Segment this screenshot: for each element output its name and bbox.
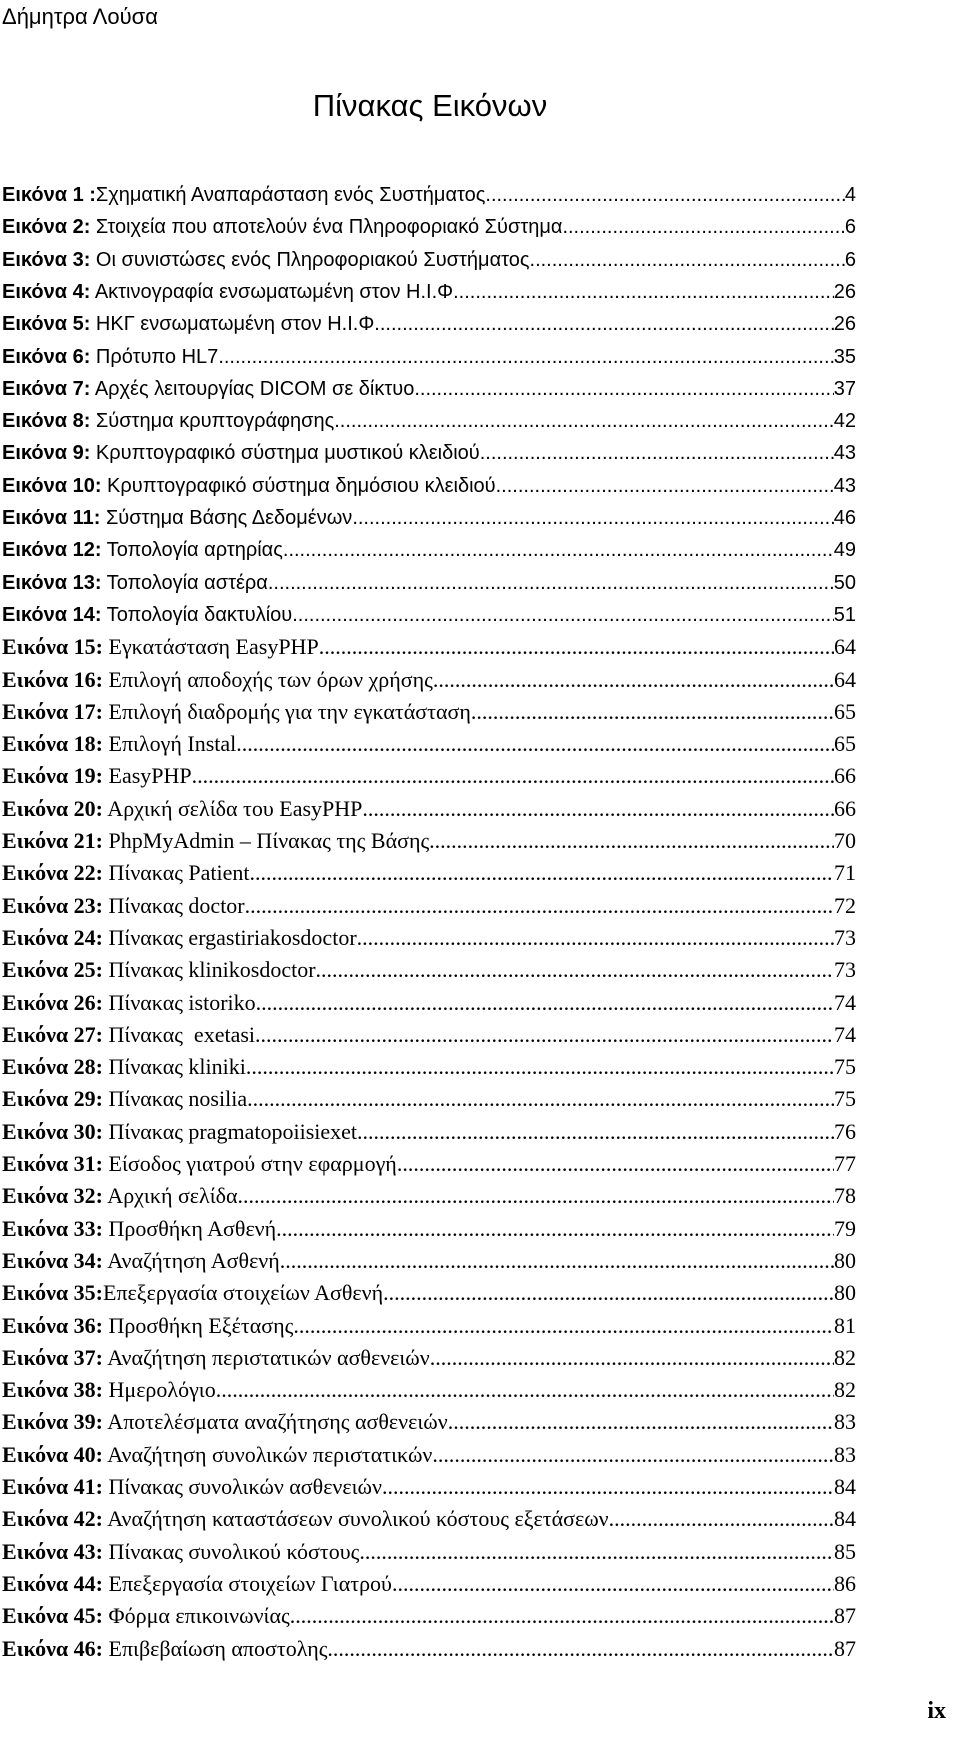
figure-entry[interactable]	[2, 1180, 856, 1212]
figure-page-number: 46	[833, 507, 856, 529]
figure-entry[interactable]	[2, 1374, 856, 1406]
figure-page-number: 49	[833, 539, 856, 562]
figure-label: Εικόνα 31:	[2, 1151, 104, 1176]
figure-entry[interactable]	[2, 1277, 856, 1309]
figure-label: Εικόνα 26:	[2, 989, 104, 1015]
figure-page-number: 50	[833, 571, 856, 594]
dot-leader	[448, 1406, 834, 1438]
figure-caption: Αναζήτηση Ασθενή	[103, 1247, 280, 1273]
figure-entry[interactable]	[2, 760, 856, 792]
dot-leader	[256, 987, 834, 1019]
dot-leader	[250, 857, 834, 889]
figure-label: Εικόνα 45:	[2, 1603, 104, 1629]
figure-page-number: 74	[834, 1021, 856, 1047]
figure-entry[interactable]	[2, 1342, 856, 1374]
figure-caption: Επιβεβαίωση αποστολης	[103, 1635, 328, 1661]
figure-label: Εικόνα 17:	[2, 698, 104, 724]
dot-leader	[283, 534, 834, 566]
dot-leader	[246, 1051, 834, 1083]
figure-entry[interactable]	[2, 599, 856, 631]
figure-page-number: 35	[833, 345, 856, 368]
figure-label: Εικόνα 27:	[2, 1021, 104, 1047]
figure-caption: Επιλογή αποδοχής των όρων χρήσης	[103, 666, 433, 692]
figure-label: Εικόνα 42:	[2, 1506, 104, 1532]
figure-caption: Επιλογή Instal	[103, 731, 237, 757]
dot-leader	[382, 1471, 834, 1503]
figure-caption: Κρυπτογραφικό σύστημα δημόσιου κλειδιού	[101, 474, 496, 497]
figure-caption: Σχηματική Αναπαράσταση ενός Συστήματος	[95, 184, 486, 206]
dot-leader	[430, 1342, 834, 1374]
dot-leader	[380, 308, 834, 340]
figure-page-number: 42	[833, 410, 856, 433]
figure-entry[interactable]	[2, 244, 856, 276]
figure-label: Εικόνα 2:	[2, 216, 91, 239]
dot-leader	[276, 1213, 834, 1245]
dot-leader	[334, 405, 834, 437]
figure-entry[interactable]	[2, 308, 856, 340]
figure-entry[interactable]	[2, 373, 856, 405]
author-header: Δήμητρα Λούσα	[2, 4, 158, 29]
figure-label: Εικόνα 24:	[2, 924, 104, 950]
dot-leader	[255, 1019, 834, 1051]
figure-caption: Πίνακας συνολικού κόστους	[103, 1538, 360, 1564]
figure-entry[interactable]	[2, 631, 856, 663]
figure-page-number: 80	[834, 1280, 856, 1306]
figure-page-number: 6	[844, 216, 856, 239]
figure-caption: EasyPHP	[103, 763, 192, 789]
figure-caption: Αρχική σελίδα	[103, 1183, 238, 1209]
figure-page-number: 85	[834, 1538, 856, 1564]
figure-page-number: 81	[834, 1312, 856, 1338]
figure-label: Εικόνα 35:	[2, 1280, 104, 1306]
figure-label: Εικόνα 4:	[2, 280, 91, 303]
dot-leader	[471, 696, 834, 728]
figure-entry[interactable]	[2, 1568, 856, 1600]
figure-page-number: 87	[834, 1603, 856, 1629]
figure-entry[interactable]	[2, 276, 856, 308]
figure-label: Εικόνα 34:	[2, 1247, 104, 1273]
figure-page-number: 26	[833, 313, 856, 336]
figure-caption: Σύστημα Βάσης Δεδομένων	[100, 507, 353, 529]
figure-caption: Προσθήκη Εξέτασης	[103, 1312, 294, 1338]
figure-entry[interactable]	[2, 1051, 856, 1083]
figure-page-number: 84	[834, 1474, 856, 1499]
figure-page-number: 51	[833, 603, 856, 626]
figure-entry[interactable]	[2, 890, 856, 922]
figure-caption: Αναζήτηση περιστατικών ασθενειών	[103, 1344, 430, 1370]
figure-label: Εικόνα 11:	[2, 507, 101, 529]
dot-leader	[562, 211, 844, 243]
figure-page-number: 76	[834, 1118, 856, 1144]
figure-label: Εικόνα 3:	[2, 248, 91, 271]
figure-label: Εικόνα 23:	[2, 892, 104, 918]
figure-entry[interactable]	[2, 1213, 856, 1245]
figure-page-number: 71	[834, 860, 856, 886]
figure-entry[interactable]	[2, 825, 856, 857]
figure-label: Εικόνα 13:	[2, 571, 102, 594]
figure-page-number: 72	[834, 892, 856, 918]
figure-label: Εικόνα 8:	[2, 410, 91, 433]
figure-label: Εικόνα 29:	[2, 1086, 104, 1112]
figure-label: Εικόνα 46:	[2, 1635, 104, 1661]
figure-page-number: 83	[834, 1409, 856, 1435]
figure-caption: Τοπολογία αρτηρίας	[101, 539, 283, 562]
figure-page-number: 66	[834, 763, 856, 789]
dot-leader	[319, 631, 834, 663]
figure-page-number: 83	[834, 1441, 856, 1467]
figure-caption: PhpMyAdmin – Πίνακας της Βάσης	[103, 828, 430, 853]
figure-page-number: 79	[834, 1215, 856, 1241]
page-number: ix	[927, 1698, 946, 1724]
dot-leader	[352, 502, 833, 534]
figure-entry[interactable]	[2, 1019, 856, 1051]
figure-entry[interactable]	[2, 1148, 856, 1180]
figure-entry[interactable]	[2, 437, 856, 469]
figure-entry[interactable]	[2, 1116, 856, 1148]
figure-caption: Εγκατάσταση EasyPHP	[103, 634, 319, 660]
dot-leader	[357, 922, 834, 954]
figure-label: Εικόνα 5:	[2, 313, 91, 336]
figure-label: Εικόνα 10:	[2, 474, 102, 497]
figure-caption: ΗΚΓ ενσωματωμένη στον Η.Ι.Φ.	[90, 313, 380, 336]
figure-page-number: 37	[833, 377, 856, 400]
dot-leader	[480, 437, 834, 469]
figure-entry[interactable]	[2, 954, 856, 986]
figure-label: Εικόνα 30:	[2, 1118, 104, 1144]
dot-leader	[316, 954, 834, 986]
figure-caption: Πίνακας συνολικών ασθενειών	[103, 1474, 382, 1499]
figure-caption: Πίνακας doctor	[103, 892, 245, 918]
figure-entry[interactable]	[2, 341, 856, 373]
figure-entry[interactable]	[2, 1471, 856, 1503]
figure-page-number: 84	[834, 1506, 856, 1532]
dot-leader	[392, 1568, 834, 1600]
figure-label: Εικόνα 15:	[2, 634, 104, 660]
dot-leader	[485, 179, 844, 211]
figure-page-number: 74	[834, 989, 856, 1015]
figure-page-number: 43	[833, 442, 856, 465]
figure-page-number: 26	[833, 280, 856, 303]
figure-page-number: 80	[834, 1247, 856, 1273]
figure-entry[interactable]	[2, 1245, 856, 1277]
figure-entry[interactable]	[2, 534, 856, 566]
figure-caption: Επιλογή διαδρομής για την εγκατάσταση	[103, 698, 471, 724]
dot-leader	[216, 1374, 834, 1406]
figure-caption: Επεξεργασία στοιχείων Γιατρού	[103, 1570, 392, 1596]
figure-caption: Πίνακας exetasi	[103, 1021, 256, 1047]
figure-caption: Πρότυπο HL7	[90, 345, 219, 368]
figure-entry[interactable]	[2, 728, 856, 760]
figure-label: Εικόνα 43:	[2, 1538, 104, 1564]
figure-caption: Αποτελέσματα αναζήτησης ασθενειών	[103, 1409, 448, 1435]
figure-label: Εικόνα 39:	[2, 1409, 104, 1435]
figure-label: Εικόνα 18:	[2, 731, 104, 757]
figure-page-number: 78	[834, 1183, 856, 1209]
dot-leader	[218, 341, 833, 373]
figure-entry[interactable]	[2, 567, 856, 599]
figure-entry[interactable]	[2, 470, 856, 502]
figure-entry[interactable]	[2, 1406, 856, 1438]
figure-caption: Πίνακας klinikosdoctor	[103, 957, 316, 983]
figure-entry[interactable]	[2, 664, 856, 696]
figure-label: Εικόνα 38:	[2, 1377, 104, 1403]
dot-leader	[293, 1310, 834, 1342]
dot-leader	[327, 1633, 834, 1665]
figure-page-number: 66	[834, 795, 856, 821]
figure-caption: Σύστημα κρυπτογράφησης	[90, 410, 335, 433]
figure-entry[interactable]	[2, 1439, 856, 1471]
figure-caption: Τοπολογία αστέρα	[101, 571, 268, 594]
figure-label: Εικόνα 20:	[2, 795, 104, 821]
figure-page-number: 65	[834, 698, 856, 724]
figure-entry[interactable]	[2, 922, 856, 954]
figure-caption: Κρυπτογραφικό σύστημα μυστικού κλειδιού	[90, 442, 480, 465]
figure-page-number: 82	[834, 1344, 856, 1370]
figure-label: Εικόνα 22:	[2, 860, 104, 886]
figure-caption: Πίνακας ergastiriakosdoctor	[103, 924, 357, 950]
figure-entry[interactable]	[2, 179, 856, 211]
figure-page-number: 4	[844, 184, 856, 206]
dot-leader	[362, 793, 834, 825]
dot-leader	[292, 599, 834, 631]
dot-leader	[530, 244, 845, 276]
figure-caption: Αναζήτηση συνολικών περιστατικών	[103, 1441, 433, 1467]
dot-leader	[433, 664, 834, 696]
figure-page-number: 75	[834, 1086, 856, 1112]
figure-label: Εικόνα 7:	[2, 377, 91, 400]
dot-leader	[459, 276, 834, 308]
dot-leader	[359, 1536, 834, 1568]
figure-entry[interactable]	[2, 1600, 856, 1632]
dot-leader	[429, 825, 834, 857]
figure-entry[interactable]	[2, 696, 856, 728]
figure-page-number: 73	[834, 924, 856, 950]
figure-label: Εικόνα 44:	[2, 1570, 104, 1596]
figure-page-number: 43	[833, 474, 856, 497]
dot-leader	[247, 1083, 834, 1115]
dot-leader	[280, 1245, 834, 1277]
figure-label: Εικόνα 40:	[2, 1441, 104, 1467]
figure-label: Εικόνα 14:	[2, 603, 102, 626]
figure-page-number: 64	[834, 634, 856, 660]
figure-caption: Πίνακας pragmatopoiisiexet	[103, 1118, 358, 1144]
figure-caption: Αρχική σελίδα του EasyPHP	[103, 795, 363, 821]
figure-entry[interactable]	[2, 1310, 856, 1342]
figure-label: Εικόνα 32:	[2, 1183, 104, 1209]
figure-entry[interactable]	[2, 502, 856, 534]
figure-page-number: 64	[834, 666, 856, 692]
figure-caption: Στοιχεία που αποτελούν ένα Πληροφοριακό Σύστημα	[90, 216, 563, 239]
dot-leader	[609, 1503, 834, 1535]
figure-label: Εικόνα 25:	[2, 957, 104, 983]
figure-label: Εικόνα 37:	[2, 1344, 104, 1370]
figure-caption: Ημερολόγιο	[103, 1377, 216, 1403]
figure-caption: Πίνακας nosilia	[103, 1086, 248, 1112]
figure-caption: Πίνακας Patient	[103, 860, 250, 886]
figure-entry[interactable]	[2, 1536, 856, 1568]
figure-entry[interactable]	[2, 405, 856, 437]
figure-caption: Είσοδος γιατρού στην εφαρμογή	[103, 1151, 397, 1176]
page-title: Πίνακας Εικόνων	[312, 88, 548, 123]
figure-label: Εικόνα 41:	[2, 1474, 104, 1499]
figure-label: Εικόνα 9:	[2, 442, 91, 465]
figure-label: Εικόνα 6:	[2, 345, 91, 368]
dot-leader	[192, 760, 834, 792]
figure-caption: Τοπολογία δακτυλίου	[101, 603, 293, 626]
figure-entry[interactable]	[2, 793, 856, 825]
figure-label: Εικόνα 33:	[2, 1215, 104, 1241]
dot-leader	[383, 1277, 834, 1309]
dot-leader	[357, 1116, 834, 1148]
figure-page-number: 87	[834, 1635, 856, 1661]
dot-leader	[236, 728, 834, 760]
dot-leader	[397, 1148, 834, 1180]
figure-entry[interactable]	[2, 857, 856, 889]
figure-caption: Πίνακας kliniki	[103, 1054, 246, 1080]
figure-caption: Αρχές λειτουργίας DICOM σε δίκτυο	[90, 377, 415, 400]
figure-label: Εικόνα 16:	[2, 666, 104, 692]
figure-entry[interactable]	[2, 1633, 856, 1665]
figure-page-number: 65	[834, 731, 856, 757]
figure-label: Εικόνα 12:	[2, 539, 102, 562]
figure-page-number: 73	[834, 957, 856, 983]
figure-page-number: 75	[834, 1054, 856, 1080]
dot-leader	[290, 1600, 834, 1632]
dot-leader	[268, 567, 834, 599]
figure-page-number: 82	[834, 1377, 856, 1403]
figure-entry[interactable]	[2, 1083, 856, 1115]
figure-entry[interactable]	[2, 211, 856, 243]
figure-caption: Προσθήκη Ασθενή	[103, 1215, 277, 1241]
dot-leader	[432, 1439, 834, 1471]
figure-label: Εικόνα 36:	[2, 1312, 104, 1338]
figure-label: Εικόνα 1 :	[2, 184, 96, 206]
dot-leader	[238, 1180, 834, 1212]
figure-page-number: 6	[844, 248, 856, 271]
dot-leader	[245, 890, 834, 922]
figure-label: Εικόνα 19:	[2, 763, 104, 789]
figure-entry[interactable]	[2, 1503, 856, 1535]
figure-caption: Πίνακας istoriko	[103, 989, 256, 1015]
figure-page-number: 77	[834, 1151, 856, 1176]
figure-label: Εικόνα 28:	[2, 1054, 104, 1080]
dot-leader	[414, 373, 833, 405]
figure-page-number: 70	[834, 828, 856, 853]
figure-entry[interactable]	[2, 987, 856, 1019]
figure-caption: Οι συνιστώσες ενός Πληροφοριακού Συστήματος	[90, 248, 530, 271]
dot-leader	[496, 470, 834, 502]
figure-label: Εικόνα 21:	[2, 828, 104, 853]
figure-page-number: 86	[834, 1570, 856, 1596]
figure-caption: Ακτινογραφία ενσωματωμένη στον Η.Ι.Φ.	[90, 280, 459, 303]
figure-caption: Αναζήτηση καταστάσεων συνολικού κόστους εξετάσεων	[103, 1506, 609, 1532]
figure-caption: Επεξεργασία στοιχείων Ασθενή	[103, 1280, 384, 1306]
figure-caption: Φόρμα επικοινωνίας	[103, 1603, 290, 1629]
